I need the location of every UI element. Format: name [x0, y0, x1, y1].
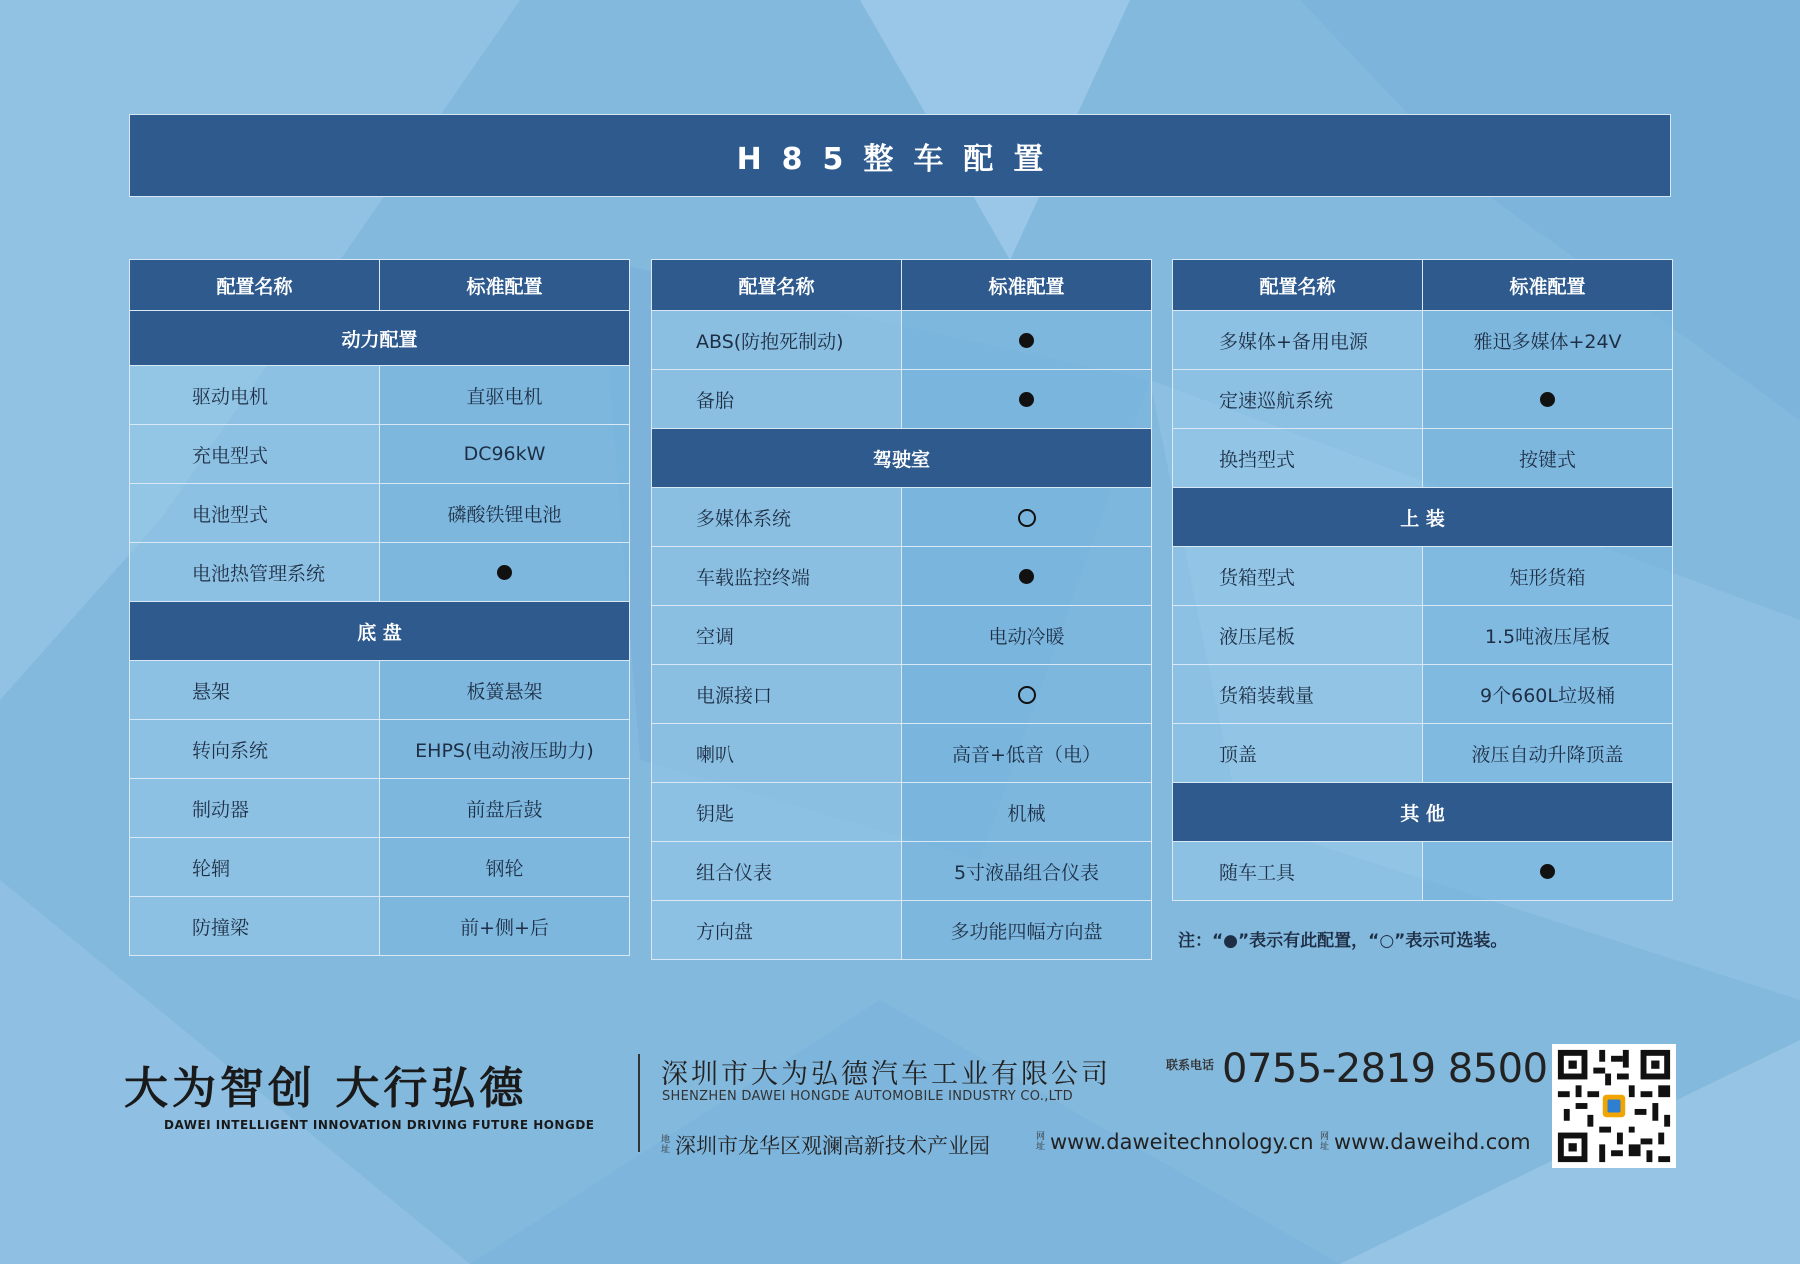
- config-name: 钥匙: [652, 783, 902, 842]
- header-standard-config: 标准配置: [1423, 260, 1673, 311]
- table-row: [130, 425, 630, 484]
- config-name: 防撞梁: [130, 897, 380, 956]
- standard-filled-dot-icon: [1019, 392, 1034, 407]
- config-value: 按键式: [1423, 429, 1673, 488]
- optional-hollow-circle-icon: [1018, 686, 1036, 704]
- table-row: [130, 543, 630, 602]
- table-row: [652, 842, 1152, 901]
- config-name: 车载监控终端: [652, 547, 902, 606]
- standard-filled-dot-icon: [1019, 569, 1034, 584]
- config-value: 板簧悬架: [380, 661, 630, 720]
- table-row: [130, 838, 630, 897]
- config-name: 驱动电机: [130, 366, 380, 425]
- standard-filled-dot-icon: [1019, 333, 1034, 348]
- config-name: 货箱装载量: [1173, 665, 1423, 724]
- config-value: 1.5吨液压尾板: [1423, 606, 1673, 665]
- config-value: DC96kW: [380, 425, 630, 484]
- config-value: 矩形货箱: [1423, 547, 1673, 606]
- header-config-name: 配置名称: [1173, 260, 1423, 311]
- address-block: [661, 1130, 990, 1160]
- table-row: [130, 720, 630, 779]
- table-row: [1173, 547, 1673, 606]
- table-row: [652, 783, 1152, 842]
- config-value: 9个660L垃圾桶: [1423, 665, 1673, 724]
- config-name: 电池热管理系统: [130, 543, 380, 602]
- table-row: [130, 484, 630, 543]
- config-name: 多媒体系统: [652, 488, 902, 547]
- config-value: 钢轮: [380, 838, 630, 897]
- config-name: 电源接口: [652, 665, 902, 724]
- company-name-cn: 深圳市大为弘德汽车工业有限公司: [661, 1059, 1111, 1090]
- config-name: 货箱型式: [1173, 547, 1423, 606]
- config-name: 充电型式: [130, 425, 380, 484]
- header-standard-config: 标准配置: [902, 260, 1152, 311]
- header-config-name: 配置名称: [130, 260, 380, 311]
- config-name: 液压尾板: [1173, 606, 1423, 665]
- page-title: H85整车配置: [736, 141, 1064, 177]
- section-title: 驾驶室: [652, 429, 1152, 488]
- address-label: 地址: [661, 1135, 671, 1155]
- website-link-1[interactable]: www.daweitechnology.cn: [1050, 1130, 1314, 1154]
- table-row: [1173, 665, 1673, 724]
- table-row: [130, 661, 630, 720]
- config-name: 组合仪表: [652, 842, 902, 901]
- optional-hollow-circle-icon: [1018, 509, 1036, 527]
- config-value: 5寸液晶组合仪表: [902, 842, 1152, 901]
- table-row: [652, 724, 1152, 783]
- config-name: ABS(防抱死制动): [652, 311, 902, 370]
- table-row: [652, 547, 1152, 606]
- title-banner: [129, 114, 1671, 197]
- phone-number: 0755-2819 8500: [1222, 1046, 1548, 1092]
- qr-code-icon: [1552, 1044, 1676, 1168]
- config-table-right: [1172, 259, 1673, 901]
- config-value: 前盘后鼓: [380, 779, 630, 838]
- table-row: [1173, 842, 1673, 901]
- config-value: 磷酸铁锂电池: [380, 484, 630, 543]
- config-value: 雅迅多媒体+24V: [1423, 311, 1673, 370]
- config-value: 高音+低音（电）: [902, 724, 1152, 783]
- legend-note: 注：“●”表示有此配置，“○”表示可选装。: [1178, 931, 1508, 951]
- config-name: 换挡型式: [1173, 429, 1423, 488]
- config-value: 直驱电机: [380, 366, 630, 425]
- brand-slogan: 大为智创 大行弘德: [124, 1063, 528, 1114]
- table-row: [652, 370, 1152, 429]
- section-title: 其 他: [1173, 783, 1673, 842]
- website-label: 网址: [1320, 1132, 1330, 1152]
- config-name: 转向系统: [130, 720, 380, 779]
- table-row: [1173, 311, 1673, 370]
- config-name: 制动器: [130, 779, 380, 838]
- company-name-en: SHENZHEN DAWEI HONGDE AUTOMOBILE INDUSTRY CO.,LTD: [662, 1089, 1073, 1104]
- brand-slogan-english: DAWEI INTELLIGENT INNOVATION DRIVING FUTURE HONGDE: [164, 1118, 595, 1132]
- website-block-2: [1320, 1130, 1531, 1154]
- config-name: 备胎: [652, 370, 902, 429]
- website-link-2[interactable]: www.daweihd.com: [1334, 1130, 1531, 1154]
- section-title: 上 装: [1173, 488, 1673, 547]
- footer-divider: [638, 1054, 640, 1152]
- header-config-name: 配置名称: [652, 260, 902, 311]
- table-row: [652, 606, 1152, 665]
- config-value: 多功能四幅方向盘: [902, 901, 1152, 960]
- header-standard-config: 标准配置: [380, 260, 630, 311]
- table-row: [652, 665, 1152, 724]
- standard-filled-dot-icon: [497, 565, 512, 580]
- config-table-middle: [651, 259, 1152, 960]
- config-name: 轮辋: [130, 838, 380, 897]
- table-row: [130, 897, 630, 956]
- standard-filled-dot-icon: [1540, 864, 1555, 879]
- config-name: 随车工具: [1173, 842, 1423, 901]
- table-row: [130, 366, 630, 425]
- config-name: 悬架: [130, 661, 380, 720]
- config-table-left: [129, 259, 630, 956]
- table-row: [652, 488, 1152, 547]
- table-row: [1173, 370, 1673, 429]
- config-value: 液压自动升降顶盖: [1423, 724, 1673, 783]
- config-value: EHPS(电动液压助力): [380, 720, 630, 779]
- config-name: 电池型式: [130, 484, 380, 543]
- website-label: 网址: [1036, 1132, 1046, 1152]
- phone-label: 联系电话: [1166, 1058, 1215, 1072]
- website-block-1: [1036, 1130, 1314, 1154]
- table-row: [1173, 724, 1673, 783]
- config-value: 电动冷暖: [902, 606, 1152, 665]
- standard-filled-dot-icon: [1540, 392, 1555, 407]
- config-name: 多媒体+备用电源: [1173, 311, 1423, 370]
- table-row: [652, 901, 1152, 960]
- config-name: 喇叭: [652, 724, 902, 783]
- table-row: [652, 311, 1152, 370]
- section-title: 动力配置: [130, 311, 630, 366]
- config-name: 顶盖: [1173, 724, 1423, 783]
- table-row: [130, 779, 630, 838]
- table-row: [1173, 429, 1673, 488]
- table-row: [1173, 606, 1673, 665]
- config-name: 空调: [652, 606, 902, 665]
- config-value: 前+侧+后: [380, 897, 630, 956]
- config-value: 机械: [902, 783, 1152, 842]
- section-title: 底 盘: [130, 602, 630, 661]
- config-name: 方向盘: [652, 901, 902, 960]
- address-text: 深圳市龙华区观澜高新技术产业园: [675, 1134, 990, 1158]
- config-name: 定速巡航系统: [1173, 370, 1423, 429]
